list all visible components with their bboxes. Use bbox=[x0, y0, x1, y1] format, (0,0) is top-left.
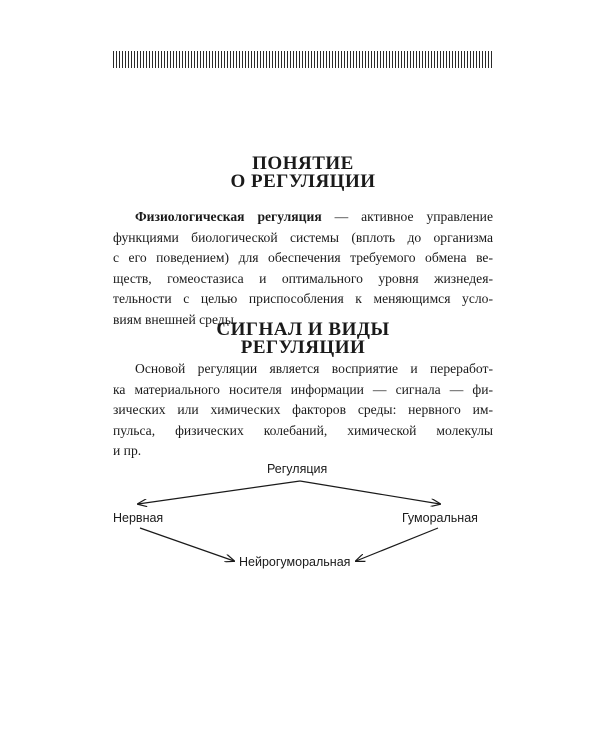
diagram-node-nervous: Нервная bbox=[113, 511, 164, 525]
paragraph-line: пульса, физических колебаний, химической молекулы bbox=[113, 422, 493, 438]
diagram-node-neurohumoral: Нейрогуморальная bbox=[239, 555, 351, 569]
heading-concept-of-regulation bbox=[113, 155, 493, 191]
paragraph-line: функциями биологической системы (вплоть до организма bbox=[113, 229, 493, 245]
paragraph-line: ществ, гомеостазиса и оптимального уровня жизнедея- bbox=[113, 270, 493, 286]
arrow-nervous-to-neurohumoral bbox=[140, 528, 234, 561]
paragraph-definition bbox=[113, 207, 493, 330]
arrow-to-humoral bbox=[300, 481, 440, 504]
paragraph-line: с его поведением) для обеспечения требуемого обмена ве- bbox=[113, 250, 493, 265]
paragraph-line: виям внешней среды. bbox=[113, 311, 238, 327]
paragraph-line: и пр. bbox=[113, 443, 142, 458]
paragraph-line: Основой регуляции является восприятие и переработ- bbox=[135, 361, 493, 376]
paragraph-signal bbox=[113, 359, 493, 462]
heading-line: О РЕГУЛЯЦИИ bbox=[230, 171, 376, 192]
heading-line: РЕГУЛЯЦИИ bbox=[240, 337, 366, 358]
heading-line: ПОНЯТИЕ bbox=[252, 153, 354, 174]
paragraph-line: ка материального носителя информации — сигнала — фи- bbox=[113, 381, 493, 397]
header-decorative-bar bbox=[113, 51, 493, 68]
arrow-humoral-to-neurohumoral bbox=[356, 528, 438, 561]
diagram-node-regulation: Регуляция bbox=[267, 462, 328, 476]
paragraph-line bbox=[113, 207, 493, 228]
term-physiological-regulation: Физиологическая регуляция bbox=[135, 209, 322, 224]
arrow-to-nervous bbox=[138, 481, 300, 504]
heading-line: СИГНАЛ И ВИДЫ bbox=[216, 319, 390, 340]
paragraph-line: тельности с целью приспособления к меняющимся усло- bbox=[113, 291, 493, 306]
paragraph-line-text: — активное управление bbox=[321, 209, 493, 224]
heading-signal-and-types bbox=[113, 321, 493, 357]
paragraph-line: зических или химических факторов среды: нервного им- bbox=[113, 402, 493, 417]
diagram-node-humoral: Гуморальная bbox=[402, 511, 478, 525]
